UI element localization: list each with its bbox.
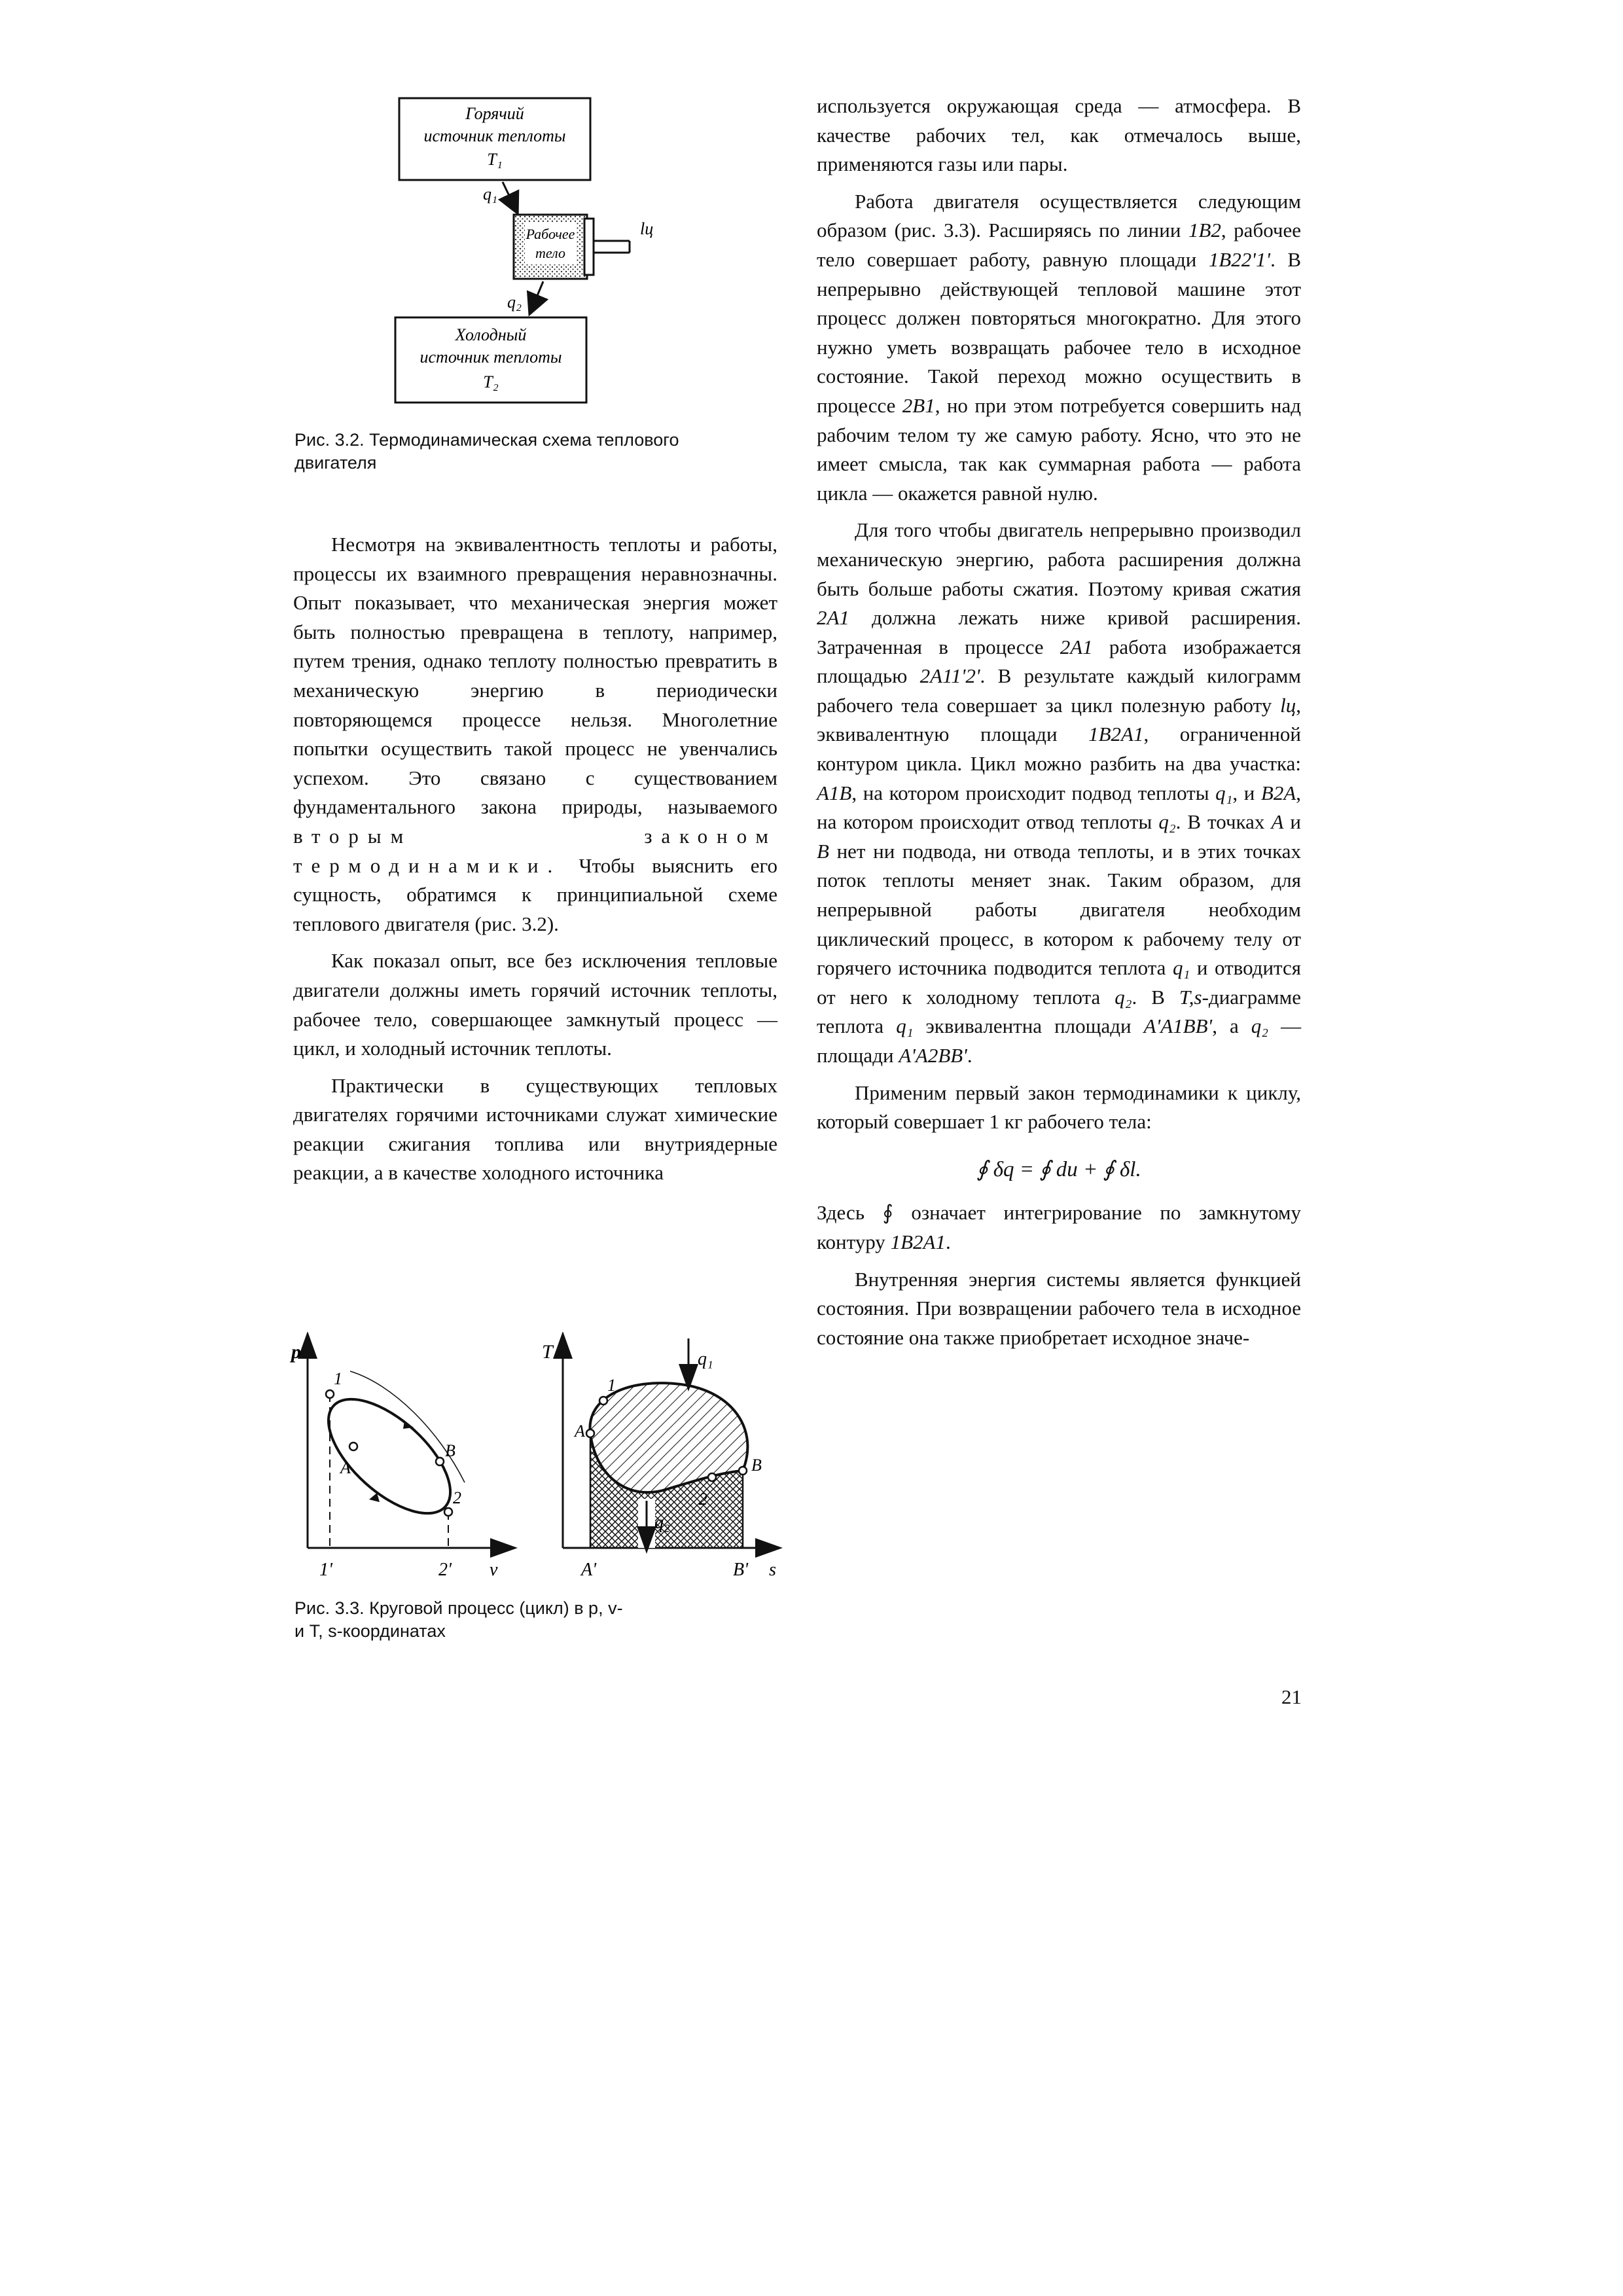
right-paragraph-3: Применим первый закон термодинамики к циклу, который совершает 1 кг рабочего тела: xyxy=(817,1081,1301,1134)
pv-tick-1: 1' xyxy=(319,1560,332,1580)
ts-point-B: B xyxy=(751,1456,762,1475)
q2-arrow xyxy=(530,281,543,313)
ts-tick-A: A' xyxy=(581,1560,597,1580)
left-p1-end: Чтобы выяснить его сущность, обратимся к принципиальной схеме теплового двигателя (рис. 3.2). xyxy=(293,853,778,935)
r-p2-y: и отводится от него к холодному теплота xyxy=(817,956,1301,1009)
ts-point-2: 2 xyxy=(699,1490,707,1509)
r-p2-b: 2A1 xyxy=(817,606,849,630)
r-p1-b: 1B2 xyxy=(1188,219,1221,242)
r-p1-f: 2B1 xyxy=(902,393,935,417)
left-p1-text: Несмотря на эквивалентность теплоты и работы, процессы их взаимного превращения неравнозначны. Опыт показывает, что механическая энергия может быть полностью превращена в теплоту, например, путем трения, однако теплоту полностью превратить в механическую энергию в периодически повторяющемся процессе нельзя. Многолетние попытки осуществить такой процесс не увенчались успехом. Это связано с существованием фундаментального закона природы, называемого xyxy=(293,533,777,819)
r-p2-z12: . xyxy=(967,1044,972,1067)
ts-axis-x-label: s xyxy=(769,1560,776,1580)
label-q1: q₁ xyxy=(483,185,498,204)
first-law-formula: ∮ δq = ∮ du + ∮ δl. xyxy=(976,1157,1141,1181)
ts-axis-y-label: T xyxy=(542,1341,553,1363)
r-p2-z8: , а xyxy=(1212,1014,1239,1038)
cold-box-line1: Холодный xyxy=(455,325,527,344)
r-p2-z10: — площади xyxy=(817,1014,1302,1067)
ts-tick-B: B' xyxy=(733,1560,749,1580)
r-p2-j: 1B2A1 xyxy=(1088,723,1144,746)
ts-point-A: A xyxy=(575,1422,585,1441)
figure-3-3-caption-line2: и T, s-координатах xyxy=(294,1621,446,1641)
figure-3-3-caption xyxy=(294,1597,798,1643)
right-column xyxy=(817,92,1301,1352)
pv-axis-y-label: p xyxy=(291,1341,301,1363)
hot-box-line3: T₁ xyxy=(487,150,503,169)
r-p2-t: A xyxy=(1271,810,1284,834)
r-p2-q: , на котором происходит отвод теплоты xyxy=(817,781,1302,834)
pv-point-A: A xyxy=(340,1458,351,1477)
r-p4-c: . xyxy=(945,1230,951,1253)
pv-point-B-marker xyxy=(436,1458,444,1465)
r-p2-w: нет ни подвода, ни отвода теплоты, и в этих точках поток теплоты меняет знак. Таким образом, для непрерывной работы двигателя необходим циклический процесс, в котором к рабочему телу от горячего источника подводится теплота xyxy=(817,839,1302,980)
r-p2-z5: q₁ xyxy=(896,1014,914,1038)
figure-3-2-caption-line2: двигателя xyxy=(294,453,377,473)
q1-arrow xyxy=(503,182,517,212)
pv-axis-x-label: v xyxy=(490,1560,498,1580)
ts-diagram xyxy=(542,1338,776,1580)
ts-q1-label: q₁ xyxy=(698,1349,713,1369)
r-p1-e: . В непрерывно действующей тепловой машине этот процесс должен повторяться многократно. Для этого нужно уметь возвращать рабочее тело в исходное состояние. Такой переход можно осуществить в процессе xyxy=(817,247,1301,417)
r-p1-a: Работа двигателя осуществляется следующим образом (рис. 3.3). Расширяясь по линии xyxy=(817,189,1301,242)
ts-point-A-marker xyxy=(586,1429,594,1437)
r-p2-z11: A'A2BB' xyxy=(899,1044,967,1067)
r-p2-a: Для того чтобы двигатель непрерывно производил механическую энергию, работа расширения должна быть больше работы сжатия. Поэтому кривая сжатия xyxy=(817,518,1301,600)
pv-point-A-marker xyxy=(349,1443,357,1450)
piston xyxy=(584,219,594,275)
r-p2-l: A1B xyxy=(817,781,852,804)
hot-box-line1: Горячий xyxy=(465,104,524,123)
figure-3-3-caption-line1: Рис. 3.3. Круговой процесс (цикл) в p, v- xyxy=(294,1598,623,1618)
work-body-line2: тело xyxy=(535,245,565,261)
pv-point-2-marker xyxy=(444,1508,452,1516)
r-p2-m: , на котором происходит подвод теплоты xyxy=(851,781,1209,804)
right-paragraph-1 xyxy=(817,187,1301,509)
r-p2-f: 2A11'2' xyxy=(919,664,980,688)
r-p2-r: q₂ xyxy=(1158,810,1176,834)
ts-point-1-marker xyxy=(599,1397,607,1405)
left-paragraph-1 xyxy=(293,530,777,939)
label-lc: lц xyxy=(640,219,654,238)
r-p2-h: lц xyxy=(1280,693,1296,717)
hot-box-line2: источник теплоты xyxy=(423,126,566,145)
r-p1-d: 1B22'1' xyxy=(1208,247,1271,271)
r-p2-z2: . В xyxy=(1132,985,1165,1009)
r-p2-x: q₁ xyxy=(1173,956,1190,980)
r-p2-z9: q₂ xyxy=(1251,1014,1269,1038)
right-paragraph-2 xyxy=(817,516,1301,1070)
ts-point-B-marker xyxy=(739,1467,747,1475)
left-paragraph-3: Практически в существующих тепловых двигателях горячими источниками служат химические реакции сжигания топлива или внутриядерные реакции, а в качестве холодного источника xyxy=(293,1073,777,1185)
cold-box-line3: T₂ xyxy=(483,372,499,391)
r-p2-i: , эквивалентную площади xyxy=(817,693,1301,746)
figure-3-2-caption xyxy=(294,429,798,475)
ts-point-2-marker xyxy=(708,1473,716,1481)
r-p4-b: 1B2A1 xyxy=(890,1230,946,1253)
r-p2-p: B2A xyxy=(1260,781,1296,804)
r-p2-z4: -диаграмме теплота xyxy=(817,985,1302,1038)
figure-3-2-diagram xyxy=(386,92,661,429)
left-paragraph-2: Как показал опыт, все без исключения тепловые двигатели должны иметь горячий источник теплоты, рабочее тело, совершающее замкнутый процесс — цикл, и холодный источник теплоты. xyxy=(293,949,777,1060)
label-q2: q₂ xyxy=(507,293,522,312)
r-p2-k: , ограниченной контуром цикла. Цикл можно разбить на два участка: xyxy=(817,723,1301,776)
work-body-line1: Рабочее xyxy=(526,226,575,242)
page-number: 21 xyxy=(1281,1685,1302,1708)
ts-q2-label: q₂ xyxy=(654,1513,670,1533)
second-law-emphasis: вторым законом термодинамики. xyxy=(293,824,777,877)
pv-point-2: 2 xyxy=(453,1488,461,1507)
r-p2-z: q₂ xyxy=(1115,985,1132,1009)
r-p2-e: работа изображается площадью xyxy=(817,635,1302,688)
pv-diagram xyxy=(289,1341,504,1580)
r-p2-u: и xyxy=(1290,810,1302,834)
r-p2-z7: A'A1BB' xyxy=(1143,1014,1213,1038)
r-p2-z6: эквивалентна площади xyxy=(925,1014,1132,1038)
r-p1-c: , рабочее тело совершает работу, равную площади xyxy=(817,219,1302,271)
r-p2-s: . В точках xyxy=(1175,810,1265,834)
right-paragraph-4 xyxy=(817,1198,1301,1257)
left-column xyxy=(293,530,777,1188)
right-paragraph-0: используется окружающая среда — атмосфера. В качестве рабочих тел, как отмечалось выше, применяются газы или пары. xyxy=(817,94,1301,176)
ts-point-1: 1 xyxy=(607,1376,616,1395)
r-p2-g: . В результате каждый килограмм рабочего тела совершает за цикл полезную работу xyxy=(817,664,1302,717)
figure-3-3-diagrams xyxy=(288,1332,798,1594)
r-p2-d: 2A1 xyxy=(1060,635,1093,658)
pv-tick-2: 2' xyxy=(438,1560,452,1580)
r-p1-g: , но при этом потребуется совершить над рабочим телом ту же самую работу. Ясно, что это не имеет смысла, так как суммарная работа — работа цикла — окажется равной нулю. xyxy=(817,393,1302,505)
r-p2-o: , и xyxy=(1232,781,1255,804)
r-p2-z3: T,s xyxy=(1179,985,1202,1009)
right-paragraph-5: Внутренняя энергия системы является функцией состояния. При возвращении рабочего тела в исходное состояние она также приобретает исходное значе- xyxy=(817,1267,1301,1349)
figure-3-2-caption-line1: Рис. 3.2. Термодинамическая схема теплового xyxy=(294,430,679,450)
cold-box-line2: источник теплоты xyxy=(419,348,562,367)
r-p2-n: q₁ xyxy=(1215,781,1233,804)
r-p4-a: Здесь ∮ означает интегрирование по замкнутому контуру xyxy=(817,1201,1301,1253)
r-p2-c: должна лежать ниже кривой расширения. Затраченная в процессе xyxy=(817,606,1302,658)
pv-point-B: B xyxy=(445,1441,455,1460)
r-p2-v: B xyxy=(817,839,829,863)
pv-point-1: 1 xyxy=(334,1369,342,1388)
pv-point-1-marker xyxy=(326,1390,334,1398)
